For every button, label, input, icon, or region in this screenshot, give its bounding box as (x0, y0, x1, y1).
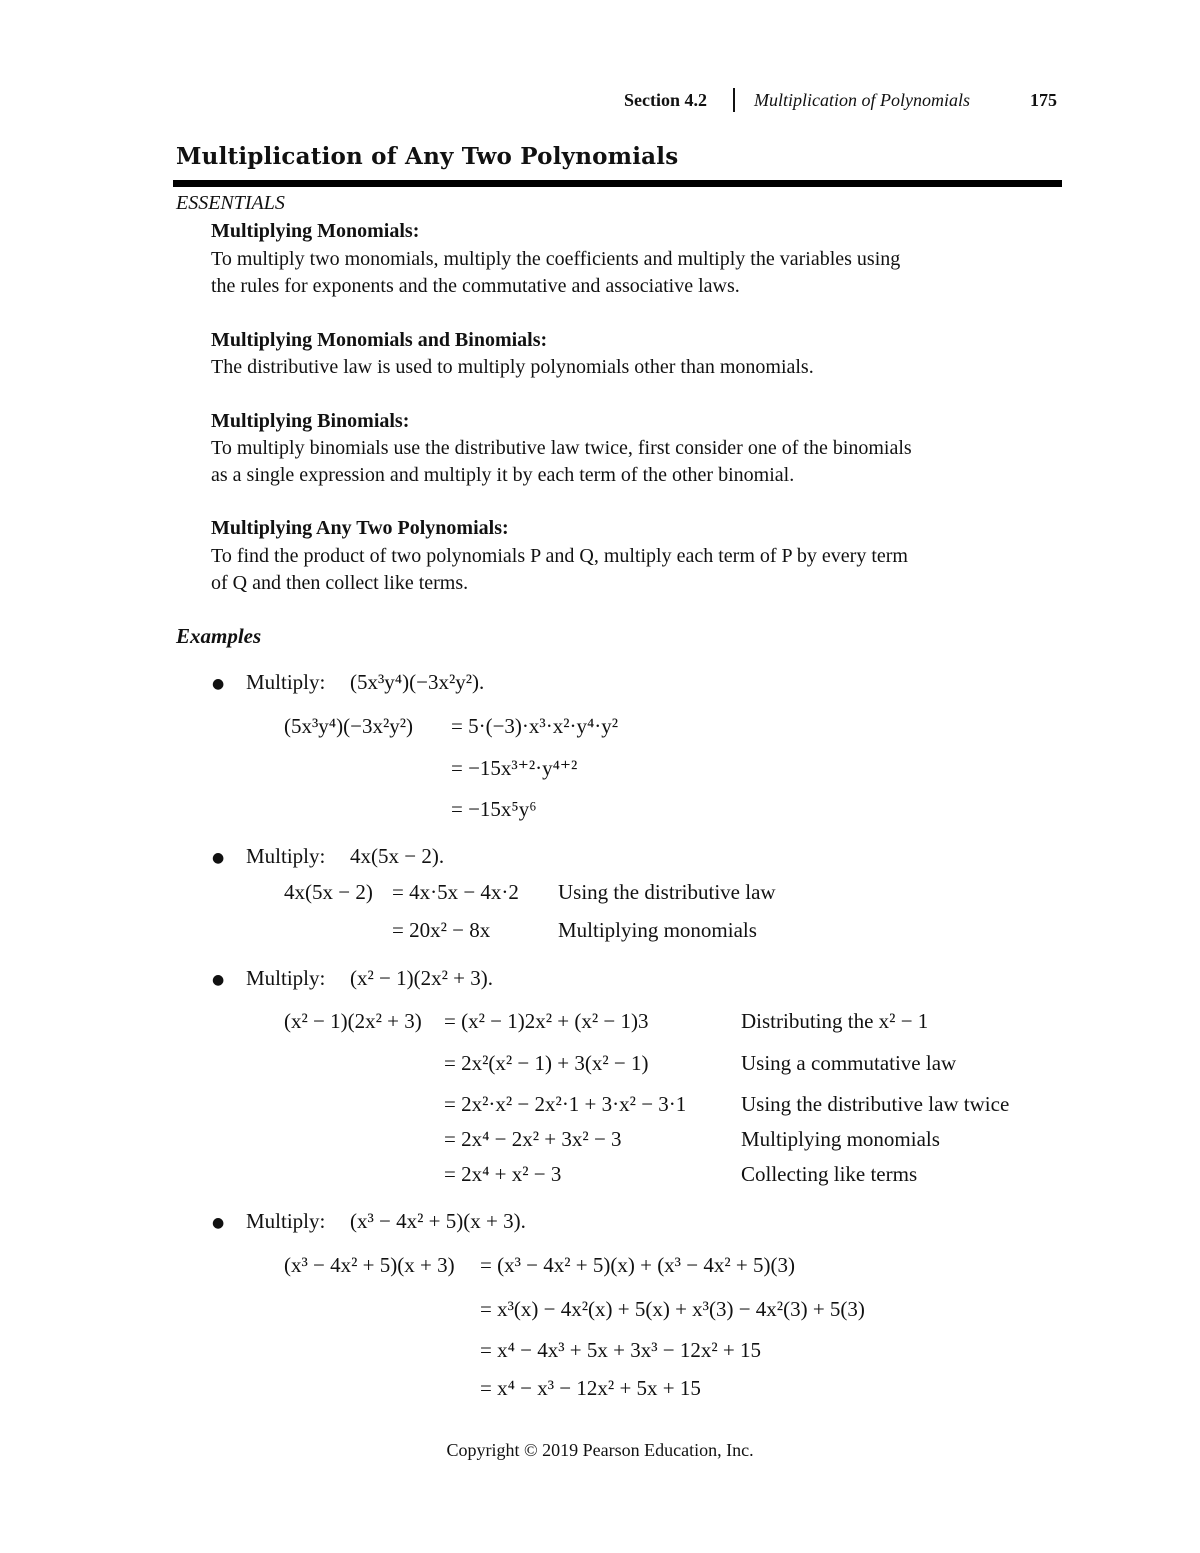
examples-label: Examples (176, 624, 262, 648)
step-rhs: = x³(x) − 4x²(x) + 5(x) + x³(3) − 4x²(3) + 5(3) (480, 1297, 865, 1321)
step-rhs: = −15x³⁺²·y⁴⁺² (451, 756, 578, 780)
example-label: Multiply: (246, 670, 326, 694)
step-lhs: (x³ − 4x² + 5)(x + 3) (284, 1253, 455, 1277)
step-rhs: = 2x²·x² − 2x²·1 + 3·x² − 3·1 (444, 1092, 687, 1116)
step-rhs: = 4x·5x − 4x·2 (392, 880, 519, 904)
step-rhs: = x⁴ − x³ − 12x² + 5x + 15 (480, 1376, 701, 1400)
section-number: Section 4.2 (624, 90, 707, 110)
definition-text: To multiply two monomials, multiply the coefficients and multiply the variables using (211, 248, 901, 270)
example-problem: (x³ − 4x² + 5)(x + 3). (350, 1209, 526, 1233)
example-problem: (5x³y⁴)(−3x²y²). (350, 670, 485, 694)
step-note: Distributing the x² − 1 (741, 1009, 929, 1033)
example-problem: (x² − 1)(2x² + 3). (350, 966, 494, 990)
step-rhs: = 5·(−3)·x³·x²·y⁴·y² (451, 714, 619, 738)
bullet-icon: ● (212, 972, 225, 988)
heading-rule (173, 180, 1062, 187)
example-label: Multiply: (246, 844, 326, 868)
step-note: Multiplying monomials (558, 918, 757, 942)
definition-text: To multiply binomials use the distributive law twice, first consider one of the binomials (211, 437, 912, 459)
header-divider (733, 88, 735, 112)
definition-text: as a single expression and multiply it by each term of the other binomial. (211, 464, 795, 486)
page-number: 175 (1030, 90, 1057, 110)
definition-title: Multiplying Binomials: (211, 410, 410, 432)
section-title: Multiplication of Polynomials (754, 90, 970, 110)
essentials-label: ESSENTIALS (176, 192, 285, 214)
step-note: Using the distributive law (558, 880, 776, 904)
step-rhs: = x⁴ − 4x³ + 5x + 3x³ − 12x² + 15 (480, 1338, 762, 1362)
step-note: Using the distributive law twice (741, 1092, 1010, 1116)
step-note: Collecting like terms (741, 1162, 918, 1186)
definition-text: the rules for exponents and the commutative and associative laws. (211, 275, 740, 297)
copyright-footer: Copyright © 2019 Pearson Education, Inc. (446, 1440, 754, 1460)
example-label: Multiply: (246, 1209, 326, 1233)
step-rhs: = 2x⁴ − 2x² + 3x² − 3 (444, 1127, 622, 1151)
step-lhs: 4x(5x − 2) (284, 880, 373, 904)
step-rhs: = 2x²(x² − 1) + 3(x² − 1) (444, 1051, 649, 1075)
definition-text: The distributive law is used to multiply polynomials other than monomials. (211, 356, 814, 378)
step-rhs: = 20x² − 8x (392, 918, 491, 942)
step-rhs: = 2x⁴ + x² − 3 (444, 1162, 562, 1186)
definition-title: Multiplying Monomials and Binomials: (211, 329, 548, 351)
bullet-icon: ● (212, 676, 225, 692)
step-rhs: = (x³ − 4x² + 5)(x) + (x³ − 4x² + 5)(3) (480, 1253, 795, 1277)
example-problem: 4x(5x − 2). (350, 844, 445, 868)
bullet-icon: ● (212, 1215, 225, 1231)
step-note: Multiplying monomials (741, 1127, 940, 1151)
definition-title: Multiplying Monomials: (211, 220, 420, 242)
bullet-icon: ● (212, 850, 225, 866)
step-note: Using a commutative law (741, 1051, 957, 1075)
example-label: Multiply: (246, 966, 326, 990)
step-rhs: = −15x⁵y⁶ (451, 797, 537, 821)
definition-text: of Q and then collect like terms. (211, 572, 469, 594)
definition-title: Multiplying Any Two Polynomials: (211, 517, 509, 539)
page-heading: Multiplication of Any Two Polynomials (176, 143, 679, 170)
step-lhs: (x² − 1)(2x² + 3) (284, 1009, 422, 1033)
definition-text: To find the product of two polynomials P and Q, multiply each term of P by every term (211, 545, 908, 567)
step-lhs: (5x³y⁴)(−3x²y²) (284, 714, 414, 738)
step-rhs: = (x² − 1)2x² + (x² − 1)3 (444, 1009, 649, 1033)
